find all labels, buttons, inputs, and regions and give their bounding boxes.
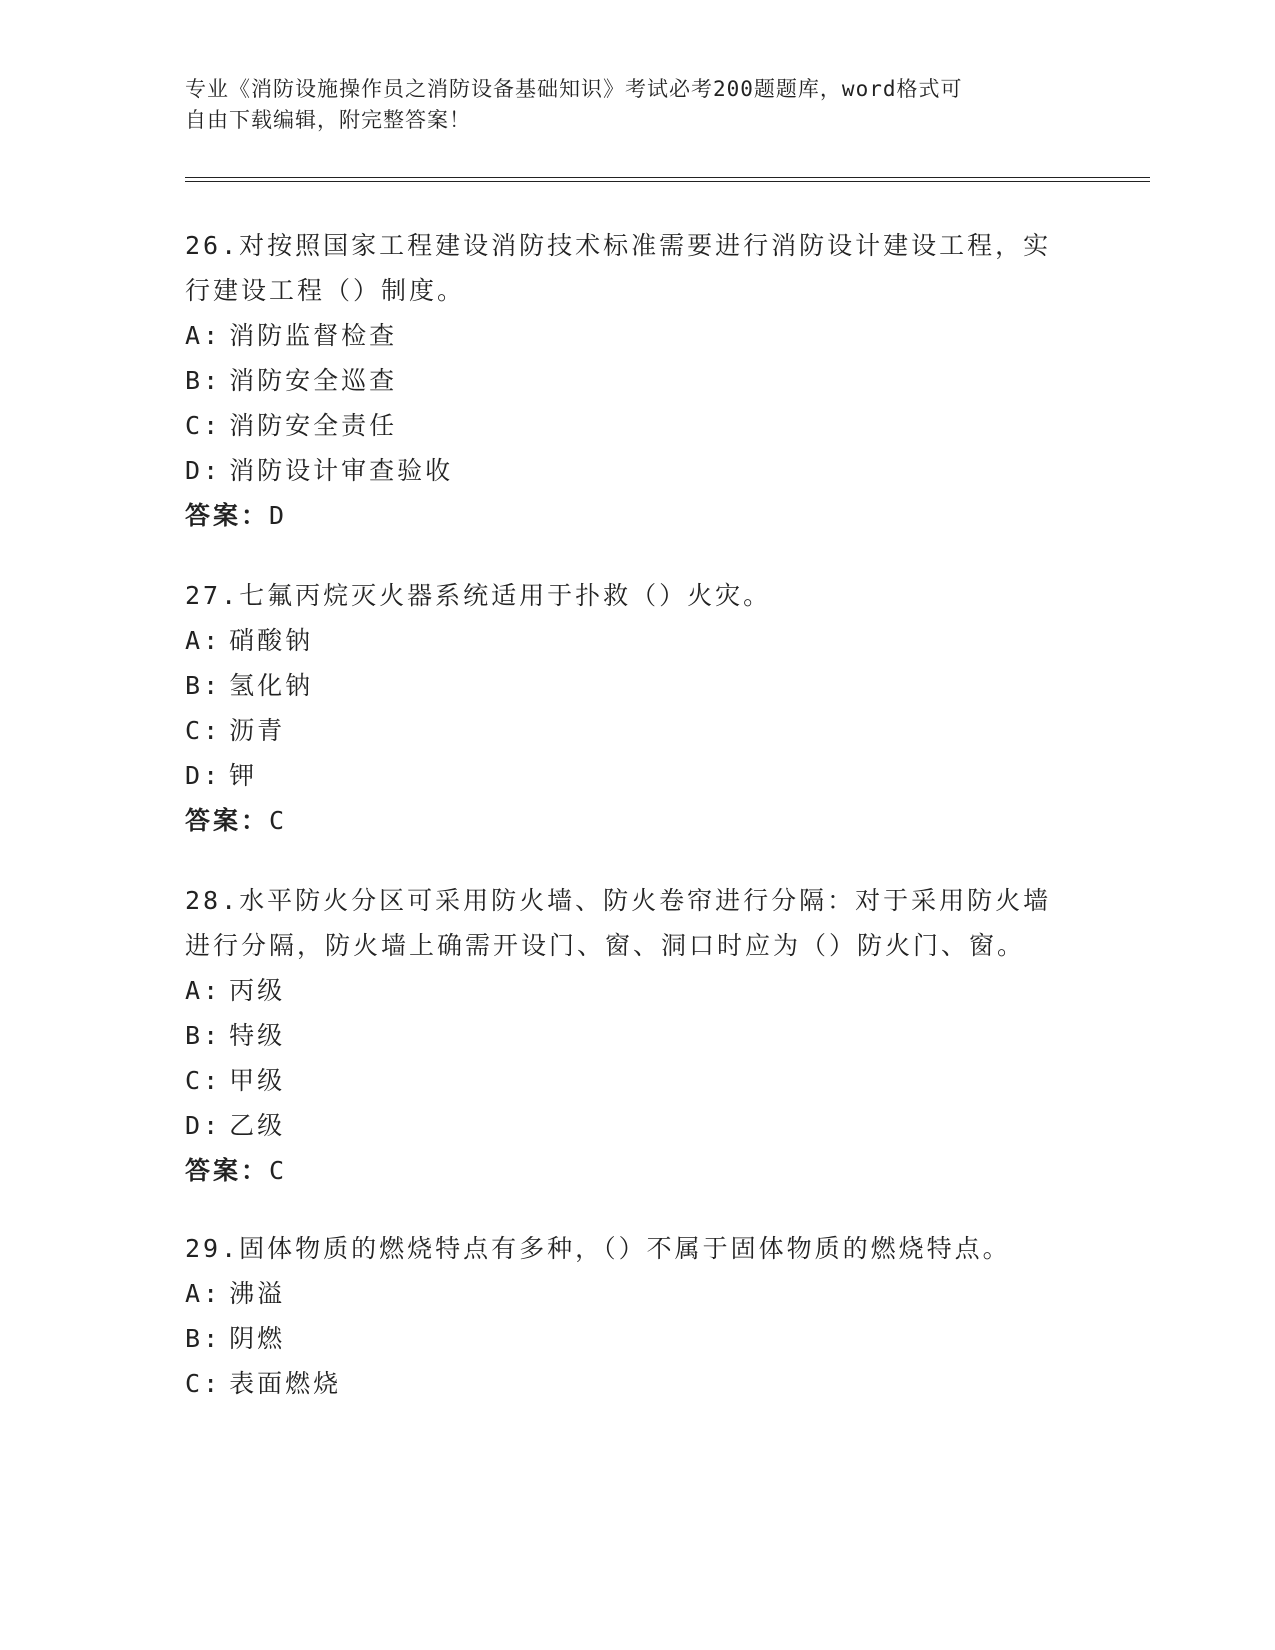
option-letter: A	[185, 321, 204, 350]
option-separator: :	[203, 321, 222, 350]
option-text: 硝酸钠	[229, 626, 314, 655]
option-b	[185, 1316, 1085, 1361]
question-26	[185, 223, 1085, 538]
option-letter: C	[185, 1369, 204, 1398]
option-separator: :	[203, 716, 222, 745]
question-29	[185, 1226, 1085, 1406]
answer-value: D	[269, 501, 287, 530]
answer-line	[185, 798, 1085, 843]
option-letter: A	[185, 626, 204, 655]
question-stem-line-1: 26.对按照国家工程建设消防技术标准需要进行消防设计建设工程，实	[185, 231, 1052, 260]
question-27	[185, 573, 1085, 843]
option-letter: A	[185, 976, 204, 1005]
option-text: 消防安全责任	[229, 411, 398, 440]
option-separator: :	[203, 1324, 222, 1353]
header-line-1: 专业《消防设施操作员之消防设备基础知识》考试必考200题题库，word格式可	[185, 77, 963, 101]
option-d	[185, 753, 1085, 798]
header-divider-bottom	[185, 181, 1150, 182]
option-text: 消防设计审查验收	[229, 456, 454, 485]
option-letter: D	[185, 456, 204, 485]
question-stem-line-1: 29.固体物质的燃烧特点有多种，（）不属于固体物质的燃烧特点。	[185, 1234, 1011, 1263]
option-letter: C	[185, 411, 204, 440]
option-letter: D	[185, 1111, 204, 1140]
option-text: 消防安全巡查	[229, 366, 398, 395]
option-separator: :	[203, 411, 222, 440]
answer-value: C	[269, 1156, 287, 1185]
option-separator: :	[203, 761, 222, 790]
option-b	[185, 663, 1085, 708]
option-text: 甲级	[229, 1066, 286, 1095]
option-text: 特级	[229, 1021, 286, 1050]
option-separator: :	[203, 366, 222, 395]
option-text: 表面燃烧	[229, 1369, 342, 1398]
answer-line	[185, 1148, 1085, 1193]
option-d	[185, 1103, 1085, 1148]
option-separator: :	[203, 1111, 222, 1140]
option-text: 沸溢	[229, 1279, 286, 1308]
option-letter: B	[185, 1324, 204, 1353]
option-text: 钾	[229, 761, 258, 790]
option-a	[185, 1271, 1085, 1316]
option-a	[185, 968, 1085, 1013]
question-stem-line-1: 28.水平防火分区可采用防火墙、防火卷帘进行分隔：对于采用防火墙	[185, 886, 1052, 915]
option-c	[185, 403, 1085, 448]
question-stem-line-1: 27.七氟丙烷灭火器系统适用于扑救（）火灾。	[185, 581, 772, 610]
answer-label: 答案：	[185, 806, 270, 835]
option-a	[185, 618, 1085, 663]
option-separator: :	[203, 1369, 222, 1398]
option-d	[185, 448, 1085, 493]
option-letter: C	[185, 1066, 204, 1095]
option-text: 氢化钠	[229, 671, 314, 700]
option-text: 阴燃	[229, 1324, 286, 1353]
option-separator: :	[203, 456, 222, 485]
header-line-2: 自由下载编辑，附完整答案！	[185, 108, 471, 132]
header-divider-top	[185, 177, 1150, 178]
option-letter: B	[185, 1021, 204, 1050]
option-text: 乙级	[229, 1111, 286, 1140]
answer-line	[185, 493, 1085, 538]
answer-label: 答案：	[185, 1156, 270, 1185]
option-letter: D	[185, 761, 204, 790]
option-separator: :	[203, 1021, 222, 1050]
option-c	[185, 708, 1085, 753]
option-b	[185, 1013, 1085, 1058]
option-separator: :	[203, 976, 222, 1005]
option-c	[185, 1058, 1085, 1103]
question-stem-line-2: 行建设工程（）制度。	[185, 276, 466, 305]
option-letter: A	[185, 1279, 204, 1308]
option-letter: B	[185, 366, 204, 395]
option-separator: :	[203, 1066, 222, 1095]
question-stem-line-2: 进行分隔，防火墙上确需开设门、窗、洞口时应为（）防火门、窗。	[185, 931, 1026, 960]
option-b	[185, 358, 1085, 403]
question-28	[185, 878, 1085, 1193]
option-text: 丙级	[229, 976, 286, 1005]
document-header	[185, 74, 1065, 136]
answer-value: C	[269, 806, 287, 835]
option-separator: :	[203, 1279, 222, 1308]
option-separator: :	[203, 671, 222, 700]
option-text: 消防监督检查	[229, 321, 398, 350]
option-a	[185, 313, 1085, 358]
answer-label: 答案：	[185, 501, 270, 530]
option-letter: C	[185, 716, 204, 745]
option-text: 沥青	[229, 716, 286, 745]
option-c	[185, 1361, 1085, 1406]
option-letter: B	[185, 671, 204, 700]
option-separator: :	[203, 626, 222, 655]
